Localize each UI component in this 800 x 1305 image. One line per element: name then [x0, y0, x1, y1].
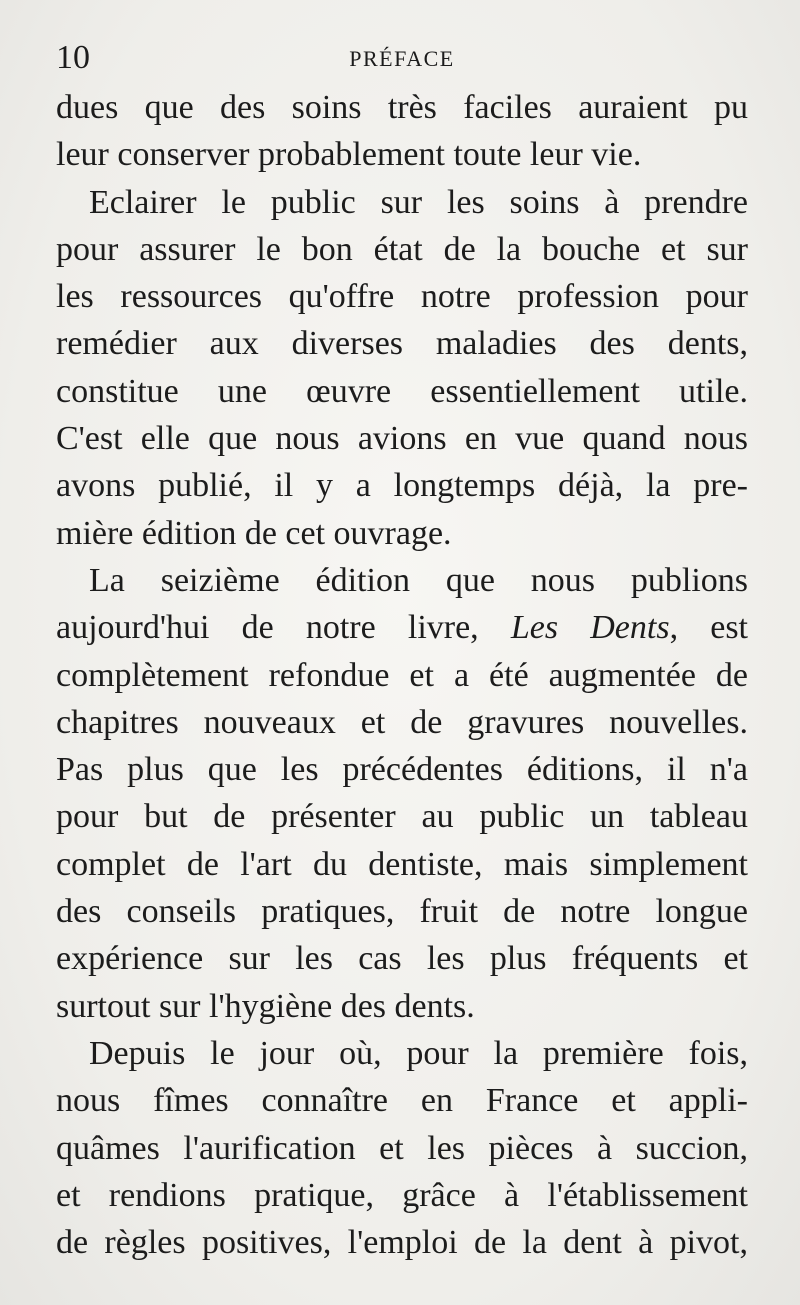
text-line: constitue une œuvre essentiellement utile. [56, 372, 748, 410]
text-line: pour but de présenter au public un tableau [56, 798, 748, 836]
text-line: Eclairer le public sur les soins à prendre [89, 183, 748, 221]
text-line: pour assurer le bon état de la bouche et sur [56, 230, 748, 268]
text-line: leur conserver probablement toute leur vie. [56, 136, 642, 174]
text-line: complet de l'art du dentiste, mais simplement [56, 845, 748, 883]
text-line: complètement refondue et a été augmentée de [56, 656, 748, 694]
text-line: les ressources qu'offre notre profession pour [56, 278, 748, 316]
text-line: quâmes l'aurification et les pièces à succion, [56, 1129, 748, 1167]
text-segment: , est [669, 609, 748, 647]
text-line: remédier aux diverses maladies des dents, [56, 325, 748, 363]
text-line: C'est elle que nous avions en vue quand nous [56, 420, 748, 458]
text-line: et rendions pratique, grâce à l'établissement [56, 1176, 748, 1214]
text-line: Depuis le jour où, pour la première fois, [89, 1034, 748, 1072]
running-head: PRÉFACE [349, 46, 455, 71]
text-line: avons publié, il y a longtemps déjà, la pre- [56, 467, 748, 505]
body-text [56, 84, 748, 1266]
text-line: de règles positives, l'emploi de la dent à pivot, [56, 1224, 748, 1262]
text-segment: aujourd'hui de notre livre, [56, 609, 479, 647]
text-line: mière édition de cet ouvrage. [56, 514, 452, 552]
text-line: surtout sur l'hygiène des dents. [56, 987, 475, 1025]
text-line: nous fîmes connaître en France et appli- [56, 1082, 748, 1120]
page-header [56, 38, 748, 78]
text-line: chapitres nouveaux et de gravures nouvelles. [56, 703, 748, 741]
text-line: expérience sur les cas les plus fréquents et [56, 940, 748, 978]
text-line: des conseils pratiques, fruit de notre longue [56, 893, 748, 931]
text-line-with-title [56, 604, 748, 651]
text-line: La seizième édition que nous publions [89, 561, 748, 599]
text-line: dues que des soins très faciles auraient pu [56, 89, 748, 126]
page-number: 10 [56, 39, 90, 76]
text-line: Pas plus que les précédentes éditions, il n'a [56, 751, 748, 789]
book-title: Les Dents [510, 609, 670, 647]
